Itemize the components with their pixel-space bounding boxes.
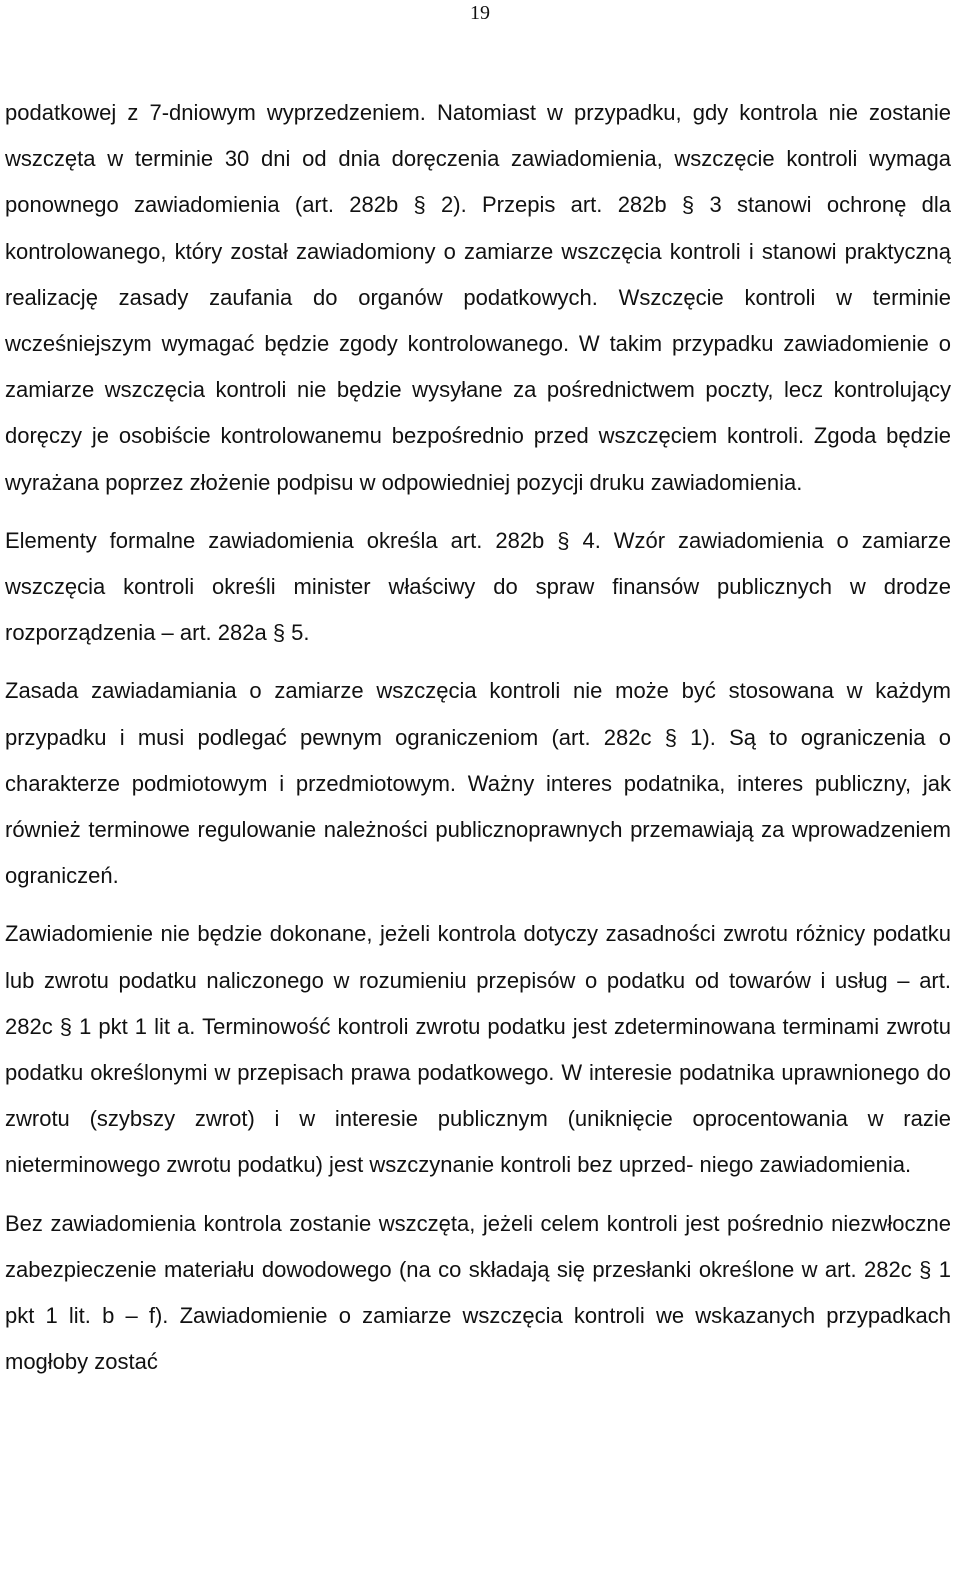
page-number: 19 bbox=[470, 2, 490, 24]
paragraph-notice-timing: podatkowej z 7-dniowym wyprzedzeniem. Natomiast w przypadku, gdy kontrola nie zostanie wszczęta w terminie 30 dni od dnia doręczenia zawiadomienia, wszczęcie kontroli wymaga ponownego zawiadomienia (art. 282b § 2). Przepis art. 282b § 3 stanowi ochronę dla kontrolowanego, który został zawiadomiony o zamiarze wszczęcia kontroli i stanowi praktyczną realizację zasady zaufania do organów podatkowych. Wszczęcie kontroli w terminie wcześniejszym wymagać będzie zgody kontrolowanego. W takim przypadku zawiadomienie o zamiarze wszczęcia kontroli nie będzie wysyłane za pośrednictwem poczty, lecz kontrolujący doręczy je osobiście kontrolowanemu bezpośrednio przed wszczęciem kontroli. Zgoda będzie wyrażana poprzez złożenie podpisu w odpowiedniej pozycji druku zawiadomienia. bbox=[5, 100, 951, 495]
paragraph-notification-limits: Zasada zawiadamiania o zamiarze wszczęcia kontroli nie może być stosowana w każdym przypadku i musi podlegać pewnym ograniczeniom (art. 282c § 1). Są to ograniczenia o charakterze podmiotowym i przedmiotowym. Ważny interes podatnika, interes publiczny, jak również terminowe regulowanie należności publicznoprawnych przemawiają za wprowadzeniem ograniczeń. bbox=[5, 678, 951, 889]
paragraph-evidence-exception: Bez zawiadomienia kontrola zostanie wszczęta, jeżeli celem kontroli jest pośrednio niezwłoczne zabezpieczenie materiału dowodowego (na co składają się przesłanki określone w art. 282c § 1 pkt 1 lit. b – f). Zawiadomienie o zamiarze wszczęcia kontroli we wskazanych przypadkach mogłoby zostać bbox=[5, 1210, 951, 1375]
document-body bbox=[5, 90, 951, 1385]
paragraph-formal-elements: Elementy formalne zawiadomienia określa art. 282b § 4. Wzór zawiadomienia o zamiarze wszczęcia kontroli określi minister właściwy do spraw finansów publicznych w drodze rozporządzenia – art. 282a § 5. bbox=[5, 527, 951, 646]
paragraph-vat-refund-exception: Zawiadomienie nie będzie dokonane, jeżeli kontrola dotyczy zasadności zwrotu różnicy podatku lub zwrotu podatku naliczonego w rozumieniu przepisów o podatku od towarów i usług – art. 282c § 1 pkt 1 lit a. Terminowość kontroli zwrotu podatku jest zdeterminowana terminami zwrotu podatku określonymi w przepisach prawa podatkowego. W interesie podatnika uprawnionego do zwrotu (szybszy zwrot) i w interesie publicznym (uniknięcie oprocentowania w razie nieterminowego zwrotu podatku) jest wszczynanie kontroli bez uprzed- niego zawiadomienia. bbox=[5, 921, 951, 1178]
